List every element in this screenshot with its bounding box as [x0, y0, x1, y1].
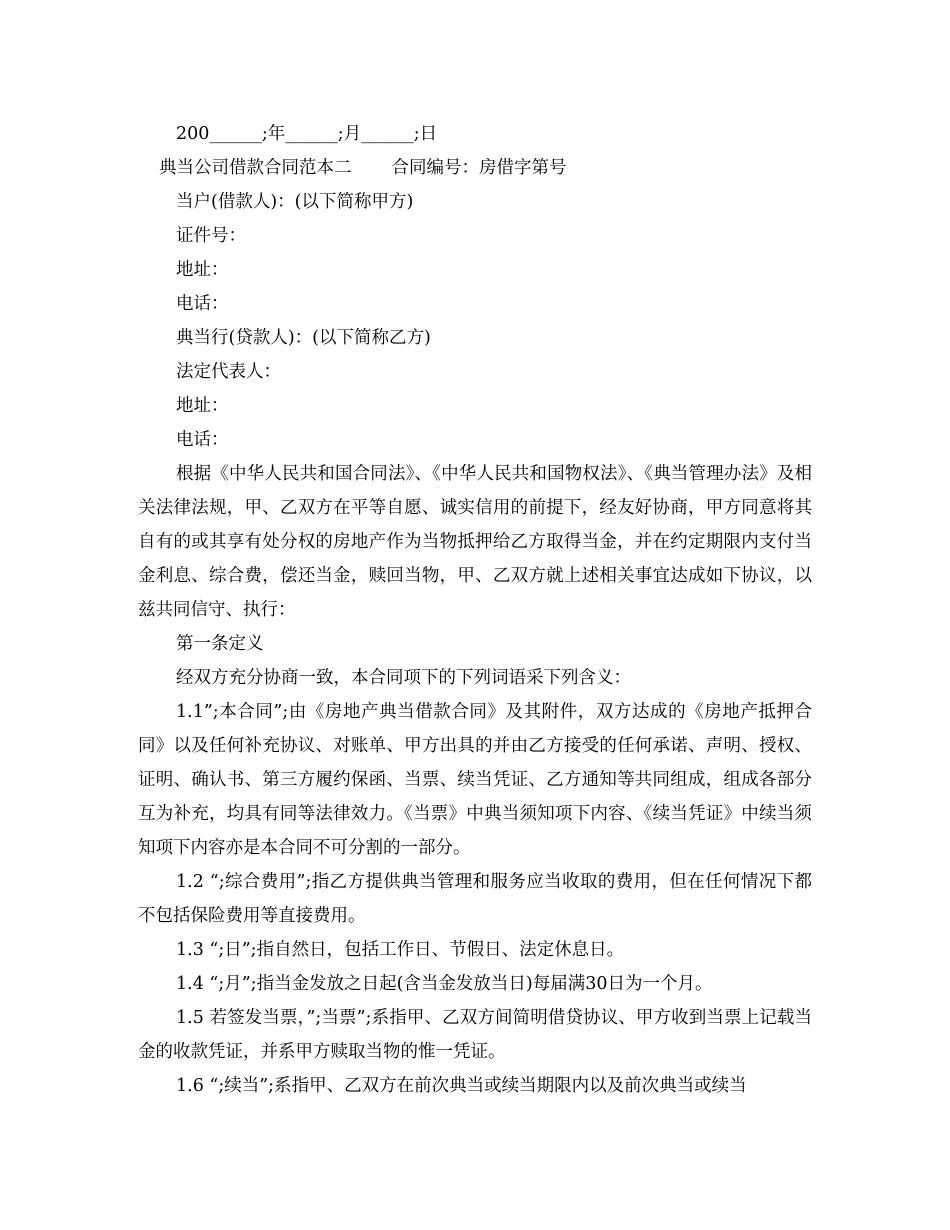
clause-1-1: 1.1”;本合同”;由《房地产典当借款合同》及其附件，双方达成的《房地产抵押合同》以及任何补充协议、对账单、甲方出具的并由乙方接受的任何承诺、声明、授权、证明、确认书、第三方履约保函、当票、续当凭证、乙方通知等共同组成，组成各部分互为补充，均具有同等法律效力。《当票》中典当须知项下内容、《续当凭证》中续当须知项下内容亦是本合同不可分割的一部分。: [138, 702, 812, 858]
contract-number: 合同编号：房借字第号: [391, 158, 567, 178]
clause-1-6: 1.6 “;续当”;系指甲、乙双方在前次典当或续当期限内以及前次典当或续当: [176, 1076, 747, 1096]
article-1-intro: 经双方充分协商一致，本合同项下的下列词语采下列含义：: [176, 668, 631, 688]
clause-1-3: 1.3 “;日”;指自然日，包括工作日、节假日、法定休息日。: [176, 940, 625, 960]
party-a-heading: 当户(借款人)：(以下简称甲方): [176, 192, 414, 212]
clause-1-2: 1.2 “;综合费用”;指乙方提供典当管理和服务应当收取的费用，但在任何情况下都不包括保险费用等直接费用。: [138, 872, 812, 926]
article-1-title: 第一条定义: [176, 634, 264, 654]
document-body: [138, 117, 812, 1103]
clause-1-5: 1.5 若签发当票，”;当票”;系指甲、乙双方间简明借贷协议、甲方收到当票上记载当金的收款凭证，并系甲方赎取当物的惟一凭证。: [138, 1008, 812, 1062]
date-line: 200______;年______;月______;日: [176, 124, 438, 144]
party-b-phone: 电话：: [176, 430, 229, 450]
title-line: [138, 151, 812, 185]
party-a-address: 地址：: [176, 260, 229, 280]
party-b-address: 地址：: [176, 396, 229, 416]
party-b-heading: 典当行(贷款人)：(以下简称乙方): [176, 328, 431, 348]
document-title: 典当公司借款合同范本二: [159, 158, 352, 178]
party-b-legal-representative: 法定代表人：: [176, 362, 281, 382]
party-a-phone: 电话：: [176, 294, 229, 314]
party-a-id-number: 证件号：: [176, 226, 246, 246]
clause-1-4: 1.4 “;月”;指当金发放之日起(含当金发放当日)每届满30日为一个月。: [176, 974, 713, 994]
preamble-paragraph: 根据《中华人民共和国合同法》、《中华人民共和国物权法》、《典当管理办法》及相关法律法规，甲、乙双方在平等自愿、诚实信用的前提下，经友好协商，甲方同意将其自有的或其享有处分权的房地产作为当物抵押给乙方取得当金，并在约定期限内支付当金利息、综合费，偿还当金，赎回当物，甲、乙双方就上述相关事宜达成如下协议，以兹共同信守、执行：: [138, 464, 812, 620]
